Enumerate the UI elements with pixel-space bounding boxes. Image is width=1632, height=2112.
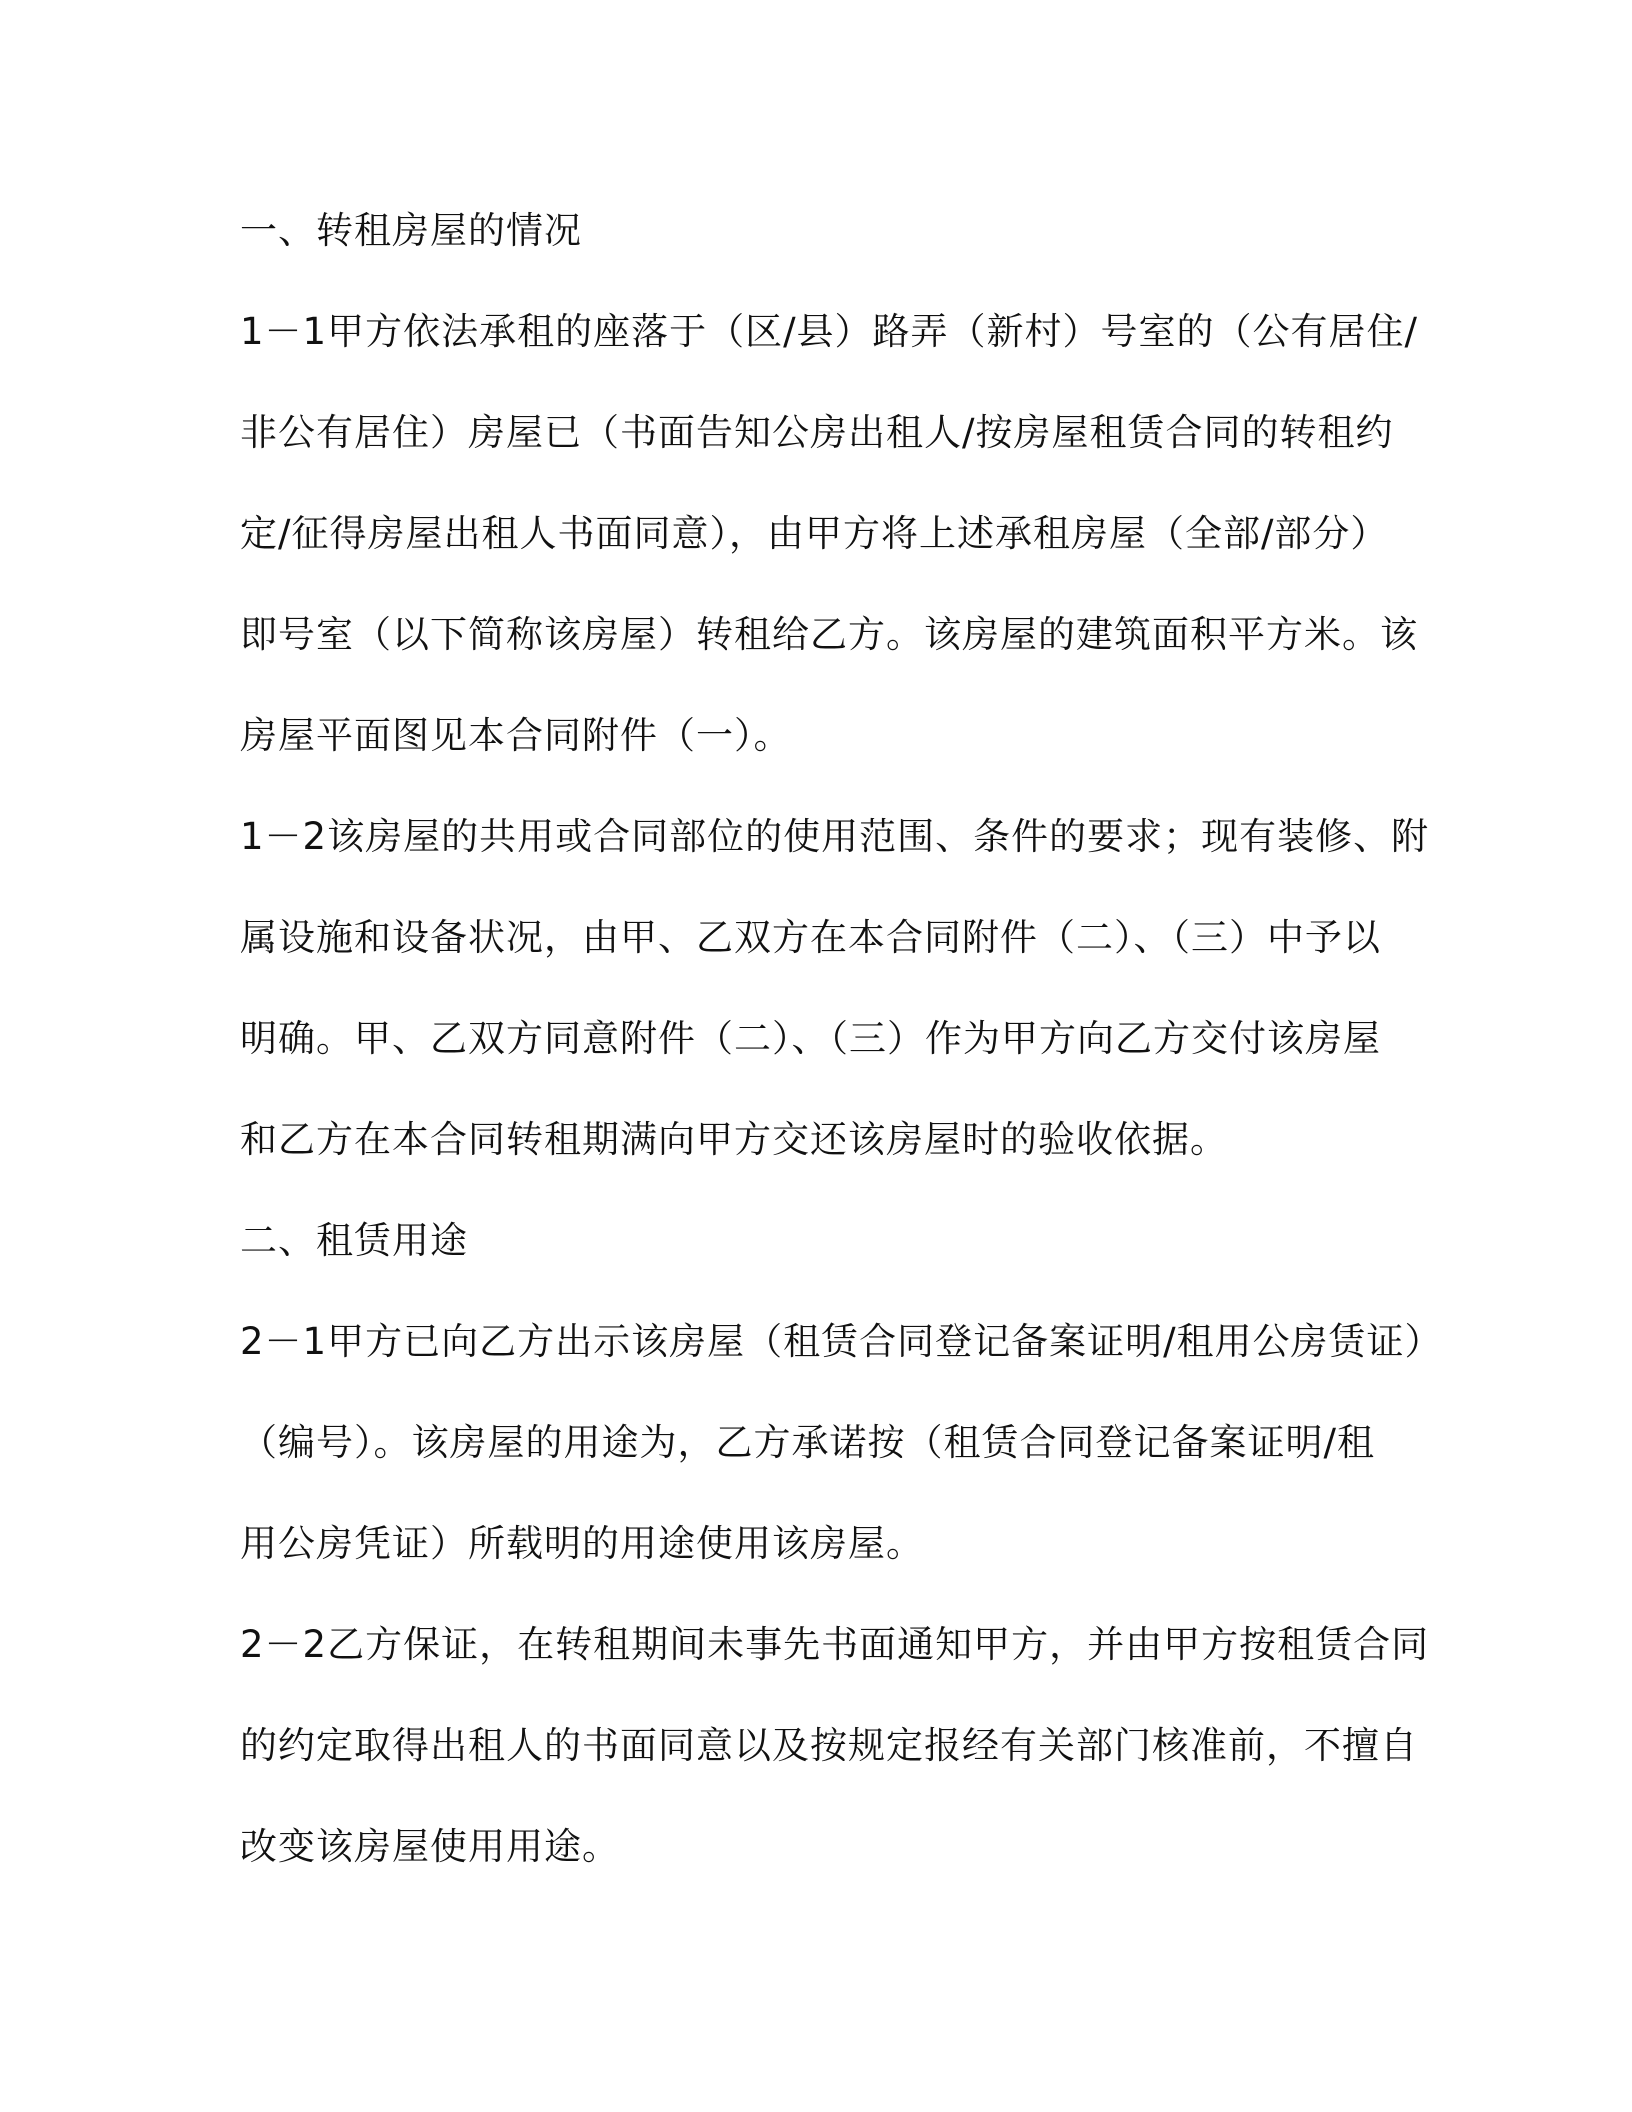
clause-2-2 [240,1594,1430,1897]
clause-2-1-line: 2－1甲方已向乙方出示该房屋（租赁合同登记备案证明/租用公房赁证） [240,1320,1443,1363]
clause-2-2-line: 改变该房屋使用用途。 [240,1825,620,1868]
clause-1-2-line: 和乙方在本合同转租期满向甲方交还该房屋时的验收依据。 [240,1118,1228,1161]
clause-2-2-line: 的约定取得出租人的书面同意以及按规定报经有关部门核准前，不擅自 [240,1724,1418,1767]
clause-2-1 [240,1291,1443,1594]
document-page [240,180,1443,1897]
clause-1-2 [240,786,1430,1190]
section-1 [240,180,1390,281]
clause-2-2-line: 2－2乙方保证，在转租期间未事先书面通知甲方，并由甲方按租赁合同 [240,1623,1430,1666]
clause-1-2-line: 属设施和设备状况，由甲、乙双方在本合同附件（二）、（三）中予以 [240,916,1381,959]
section-2 [240,1190,1390,1291]
clause-1-1-line: 非公有居住）房屋已（书面告知公房出租人/按房屋租赁合同的转租约 [240,411,1394,454]
clause-1-2-line: 1－2该房屋的共用或合同部位的使用范围、条件的要求；现有装修、附 [240,815,1430,858]
clause-2-1-line: 用公房凭证）所载明的用途使用该房屋。 [240,1522,924,1565]
clause-1-2-line: 明确。甲、乙双方同意附件（二）、（三）作为甲方向乙方交付该房屋 [240,1017,1381,1060]
clause-2-1-line: （编号）。该房屋的用途为，乙方承诺按（租赁合同登记备案证明/租 [240,1421,1375,1464]
clause-1-1-line: 房屋平面图见本合同附件（一）。 [240,714,792,757]
section-1-heading: 一、转租房屋的情况 [240,209,582,252]
clause-1-1-line: 定/征得房屋出租人书面同意），由甲方将上述承租房屋（全部/部分） [240,512,1389,555]
clause-1-1-line: 1－1甲方依法承租的座落于（区/县）路弄（新村）号室的（公有居住/ [240,310,1419,353]
clause-1-1 [240,281,1419,786]
clause-1-1-line: 即号室（以下简称该房屋）转租给乙方。该房屋的建筑面积平方米。该 [240,613,1418,656]
section-2-heading: 二、租赁用途 [240,1219,468,1262]
